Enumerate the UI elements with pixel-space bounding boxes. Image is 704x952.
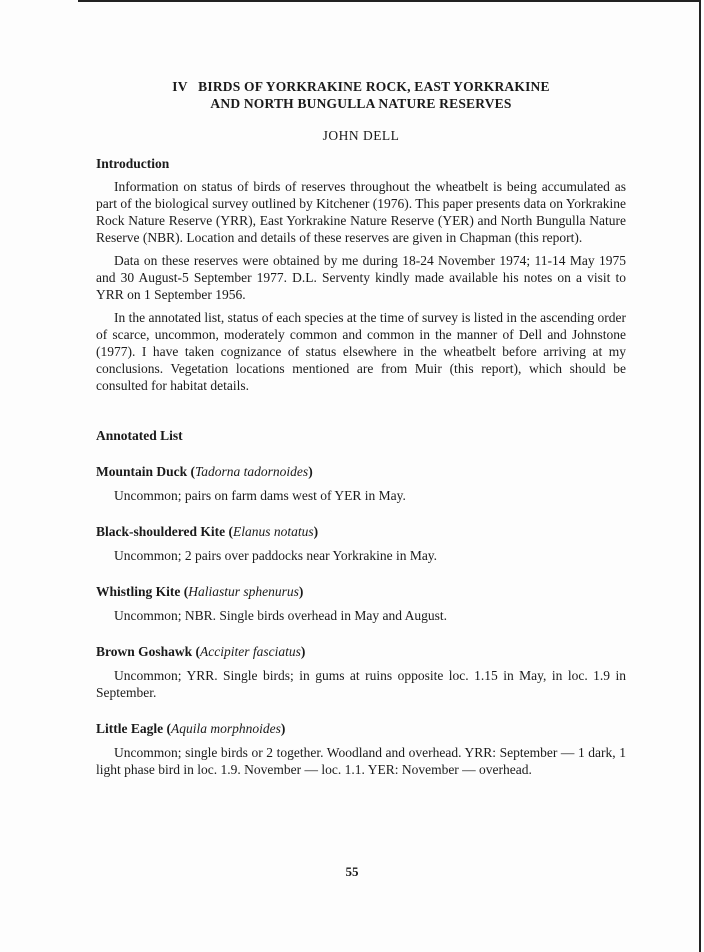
species-name: Mountain Duck (Tadorna tadornoides): [96, 464, 313, 479]
species-scientific-name: Haliastur sphenurus: [188, 584, 299, 599]
intro-paragraph: Information on status of birds of reserves throughout the wheatbelt is being accumulated as part of the biological survey outlined by Kitchener (1976). This paper presents data on Yorkrakine Rock Nature Reserve (YRR), East Yorkrakine Nature Reserve (YER) and North Bungulla Nature Reserve (NBR). Location and details of these reserves are given in Chapman (this report).: [96, 179, 626, 245]
species-scientific-name: Elanus notatus: [233, 524, 314, 539]
species-entry: [96, 464, 626, 504]
title-line-1: IV BIRDS OF YORKRAKINE ROCK, EAST YORKRAKINE: [172, 79, 550, 94]
species-common-name: Little Eagle: [96, 721, 164, 736]
species-status: Uncommon; 2 pairs over paddocks near Yorkrakine in May.: [114, 548, 438, 563]
species-scientific-name: Accipiter fasciatus: [200, 644, 301, 659]
section-heading-introduction: Introduction: [96, 156, 170, 171]
species-name: Brown Goshawk (Accipiter fasciatus): [96, 644, 306, 659]
intro-paragraph: In the annotated list, status of each species at the time of survey is listed in the ascending order of scarce, uncommon, moderately common and common in the manner of Dell and Johnstone (1977). I have taken cognizance of status elsewhere in the wheatbelt before arriving at my conclusions. Vegetation locations mentioned are from Muir (this report), which should be consulted for habitat details.: [96, 310, 626, 393]
species-scientific-name: Aquila morphnoides: [171, 721, 281, 736]
scan-border-right: [699, 0, 701, 952]
species-entry: [96, 584, 626, 624]
species-common-name: Mountain Duck: [96, 464, 188, 479]
scan-border-top: [78, 0, 700, 2]
species-common-name: Brown Goshawk: [96, 644, 193, 659]
species-entry: [96, 644, 626, 701]
section-heading-annotated-list: Annotated List: [96, 428, 183, 443]
species-name: Black-shouldered Kite (Elanus notatus): [96, 524, 319, 539]
title-line-2: AND NORTH BUNGULLA NATURE RESERVES: [210, 96, 512, 111]
paper-page: [96, 68, 626, 778]
species-common-name: Whistling Kite: [96, 584, 181, 599]
intro-paragraph: Data on these reserves were obtained by me during 18-24 November 1974; 11-14 May 1975 and 30 August-5 September 1977. D.L. Serventy kindly made available his notes on a visit to YRR on 1 September 1956.: [96, 253, 626, 302]
species-status: Uncommon; single birds or 2 together. Woodland and overhead. YRR: September — 1 dark, 1 light phase bird in loc. 1.9. November — loc. 1.1. YER: November — overhead.: [96, 745, 626, 777]
species-entry: [96, 721, 626, 778]
species-entry: [96, 524, 626, 564]
species-name: Little Eagle (Aquila morphnoides): [96, 721, 286, 736]
species-name: Whistling Kite (Haliastur sphenurus): [96, 584, 304, 599]
author: JOHN DELL: [322, 128, 400, 143]
species-common-name: Black-shouldered Kite: [96, 524, 226, 539]
species-scientific-name: Tadorna tadornoides: [195, 464, 309, 479]
species-status: Uncommon; pairs on farm dams west of YER in May.: [114, 488, 406, 503]
species-status: Uncommon; NBR. Single birds overhead in May and August.: [114, 608, 447, 623]
paper-title: [96, 78, 626, 112]
species-status: Uncommon; YRR. Single birds; in gums at ruins opposite loc. 1.15 in May, in loc. 1.9 in September.: [96, 668, 626, 700]
page-number: 55: [345, 864, 359, 879]
